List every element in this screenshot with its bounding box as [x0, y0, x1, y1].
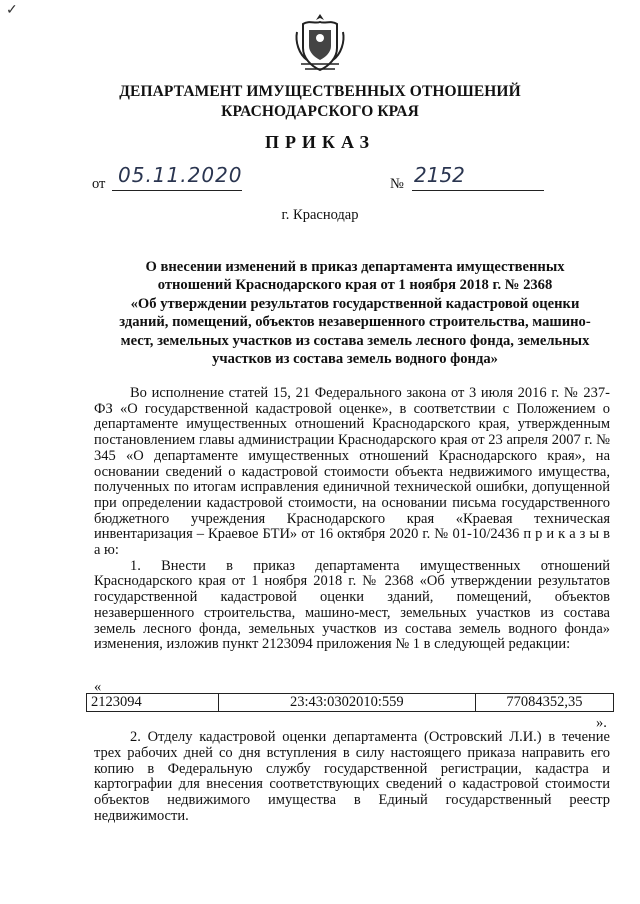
closing-quote: ».: [596, 715, 607, 731]
order-title: [108, 258, 602, 368]
department-name-line2: КРАСНОДАРСКОГО КРАЯ: [221, 103, 419, 120]
order-title-line: зданий, помещений, объектов незавершенного строительства, машино-: [119, 314, 591, 331]
cadastral-value-table: [86, 693, 614, 712]
item-1-paragraph: 1. Внести в приказ департамента имущественных отношений Краснодарского края от 1 ноября 2018 г. № 2368 «Об утверждении результатов государственной кадастровой оценки зданий, помещений, объектов незавершенного строительства, машино-мест, земельных участков из состава земель лесного фонда, земельных участков из состава земель водного фонда» изменения, изложив пункт 2123094 приложения № 1 в следующей редакции:: [94, 557, 610, 653]
number-underline: [412, 190, 544, 191]
order-title-line: «Об утверждении результатов государственной кадастровой оценки: [130, 295, 580, 312]
item-2-paragraph: 2. Отделу кадастровой оценки департамента (Островский Л.И.) в течение трех рабочих дней со дня вступления в силу настоящего приказа направить его копию в Федеральную службу государственной регистрации, кадастра и картографии для внесения соответствующих сведений о кадастровой стоимости объектов недвижимого имущества в Единый государственный реестр недвижимости.: [94, 729, 610, 824]
order-title-line: мест, земельных участков из состава земель лесного фонда, земельных: [120, 332, 590, 349]
city-name: г. Краснодар: [281, 207, 359, 223]
order-body: [94, 386, 610, 653]
department-name: [0, 82, 640, 122]
order-title-line: О внесении изменений в приказ департамента имущественных: [145, 259, 565, 275]
order-body-continued: [94, 730, 610, 825]
order-title-line: отношений Краснодарского края от 1 ноября 2018 г. № 2368: [157, 277, 553, 294]
order-title-line: участков из состава земель водного фонда»: [212, 351, 498, 368]
coat-of-arms-emblem: [293, 12, 347, 74]
preamble-paragraph: Во исполнение статей 15, 21 Федерального закона от 3 июля 2016 г. № 237-ФЗ «О государственной кадастровой оценке», в соответствии с Положением о департаменте имущественных отношений Краснодарского края, утвержденным постановлением главы администрации Краснодарского края от 23 апреля 2007 г. № 345 «О департаменте имущественных отношений Краснодарского края», на основании сведений о кадастровой стоимости объекта недвижимого имущества, полученных по итогам исправления единичной технической ошибки, допущенной при определении кадастровой стоимости, на основании письма государственного бюджетного учреждения Краснодарского края «Краевая техническая инвентаризация – Краевое БТИ» от 16 октября 2020 г. № 01-10/2436 п р и к а з ы в а ю:: [94, 385, 610, 559]
date-label: от: [92, 176, 106, 192]
department-name-line1: ДЕПАРТАМЕНТ ИМУЩЕСТВЕННЫХ ОТНОШЕНИЙ: [119, 83, 521, 100]
table-cell-value: 77084352,35: [475, 694, 613, 712]
table-cell-cadastral-number: 23:43:0302010:559: [218, 694, 475, 712]
handwritten-date: 05.11.2020: [118, 163, 243, 187]
document-type-heading: ПРИКАЗ: [264, 132, 376, 152]
number-label: №: [390, 176, 404, 192]
opening-quote: «: [94, 679, 102, 695]
date-underline: [112, 190, 242, 191]
handwritten-number: 2152: [414, 163, 465, 187]
corner-check-mark: ✓: [6, 3, 18, 18]
table-cell-item: 2123094: [87, 694, 219, 712]
table-row: [87, 694, 614, 712]
